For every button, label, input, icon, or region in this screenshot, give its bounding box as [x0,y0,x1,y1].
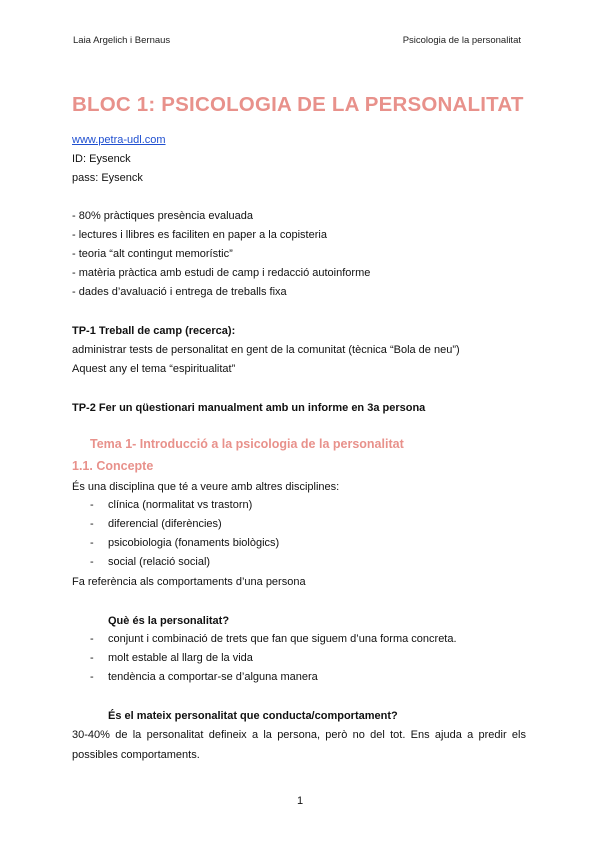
discipline-item: diferencial (diferències) [108,518,222,530]
section-title: 1.1. Concepte [72,459,154,473]
note-item: - lectures i llibres es faciliten en paper a la copisteria [72,229,327,241]
discipline-item: psicobiologia (fonaments biològics) [108,537,280,549]
personality-item: tendència a comportar-se d’alguna manera [108,671,318,683]
list-dash: - [90,671,94,683]
section-ref: Fa referència als comportaments d’una persona [72,576,306,588]
note-item: - dades d’avaluació i entrega de treballs fixa [72,286,287,298]
page-title: BLOC 1: PSICOLOGIA DE LA PERSONALITAT [72,93,524,116]
petra-link[interactable]: www.petra-udl.com [72,134,166,146]
conduct-answer: 30-40% de la personalitat defineix a la persona, però no del tot. Ens ajuda a predir els possibles comportaments. [72,729,526,761]
tp2-heading: TP-2 Fer un qüestionari manualment amb un informe en 3a persona [72,402,426,414]
personality-item: molt estable al llarg de la vida [108,652,253,664]
page-number: 1 [296,795,304,807]
personality-item: conjunt i combinació de trets que fan que siguem d’una forma concreta. [108,633,457,645]
section-intro: És una disciplina que té a veure amb altres disciplines: [72,481,340,493]
list-dash: - [90,652,94,664]
tema-title: Tema 1- Introducció a la psicologia de la personalitat [90,437,404,451]
question-personality: Què és la personalitat? [108,615,230,627]
header-author: Laia Argelich i Bernaus [73,35,171,46]
list-dash: - [90,518,94,530]
list-dash: - [90,633,94,645]
access-id: ID: Eysenck [72,153,131,165]
note-item: - 80% pràctiques presència evaluada [72,210,254,222]
access-pass: pass: Eysenck [72,172,143,184]
list-dash: - [90,556,94,568]
tp1-line: Aquest any el tema “espiritualitat” [72,363,236,375]
note-item: - matèria pràctica amb estudi de camp i redacció autoinforme [72,267,371,279]
discipline-item: social (relació social) [108,556,211,568]
header-subject: Psicologia de la personalitat [402,35,521,46]
tp1-line: administrar tests de personalitat en gent de la comunitat (tècnica “Bola de neu”) [72,344,460,356]
question-conduct: És el mateix personalitat que conducta/comportament? [108,710,398,722]
list-dash: - [90,537,94,549]
note-item: - teoria “alt contingut memorístic” [72,248,233,260]
list-dash: - [90,499,94,511]
tp1-heading: TP-1 Treball de camp (recerca): [72,325,236,337]
discipline-item: clínica (normalitat vs trastorn) [108,499,253,511]
